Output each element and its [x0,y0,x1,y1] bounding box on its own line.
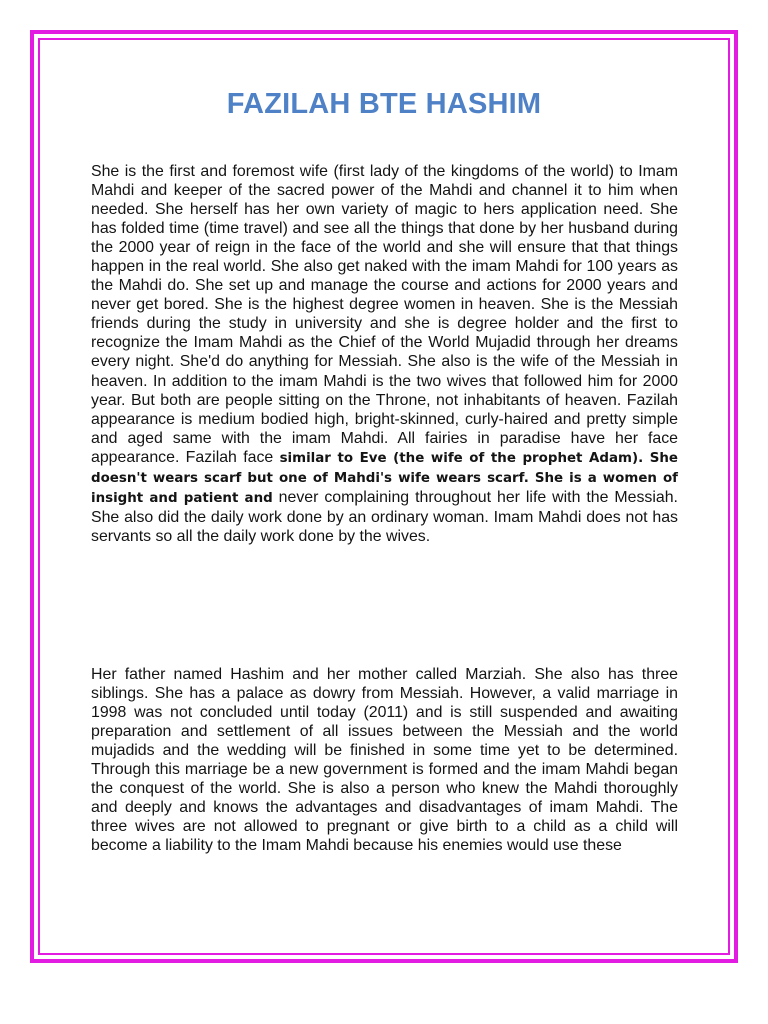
paragraph-1-bold-text: similar to Eve (the wife of the prophet Adam). She doesn't wears scarf but one of Mahdi's wife wears scarf. She is a women of insight and patient and [91,450,678,506]
paragraph-1-text-start: She is the first and foremost wife (first lady of the kingdoms of the world) to Imam Mahdi and keeper of the sacred power of the Mahdi and channel it to him when needed. She herself has her own variety of magic to hers application need. She has folded time (time travel) and see all the things that done by her husband during the 2000 year of reign in the face of the world and she will ensure that that things happen in the real world. She also get naked with the imam Mahdi for 100 years as the Mahdi do. She set up and manage the course and actions for 2000 years and never get bored. She is the highest degree women in heaven. She is the Messiah friends during the study in university and she is degree holder and the first to recognize the Imam Mahdi as the Chief of the World Mujadid through her dreams every night. She'd do anything for Messiah. She also is the wife of the Messiah in heaven. In addition to the imam Mahdi is the two wives that followed him for 2000 year. But both are people sitting on the Throne, not inhabitants of heaven. Fazilah appearance is medium bodied high, bright-skinned, curly-haired and pretty simple and aged same with the imam Mahdi. All fairies in paradise have her face appearance. Fazilah face [91,163,678,466]
body-paragraph-1 [91,162,678,546]
paragraph-1-text-end: never complaining throughout her life with the Messiah. She also did the daily work done by an ordinary woman. Imam Mahdi does not has servants so all the daily work done by the wives. [91,488,678,545]
body-paragraph-2: Her father named Hashim and her mother called Marziah. She also has three siblings. She has a palace as dowry from Messiah. However, a valid marriage in 1998 was not concluded until today (2011) and is still suspended and awaiting preparation and settlement of all issues between the Messiah and the world mujadids and the wedding will be finished in some time yet to be determined. Through this marriage be a new government is formed and the imam Mahdi began the conquest of the world. She is also a person who knew the Mahdi thoroughly and deeply and knows the advantages and disadvantages of imam Mahdi. The three wives are not allowed to pregnant or give birth to a child as a child will become a liability to the Imam Mahdi because his enemies would use these [91,666,678,855]
document-title: FAZILAH BTE HASHIM [226,88,542,120]
